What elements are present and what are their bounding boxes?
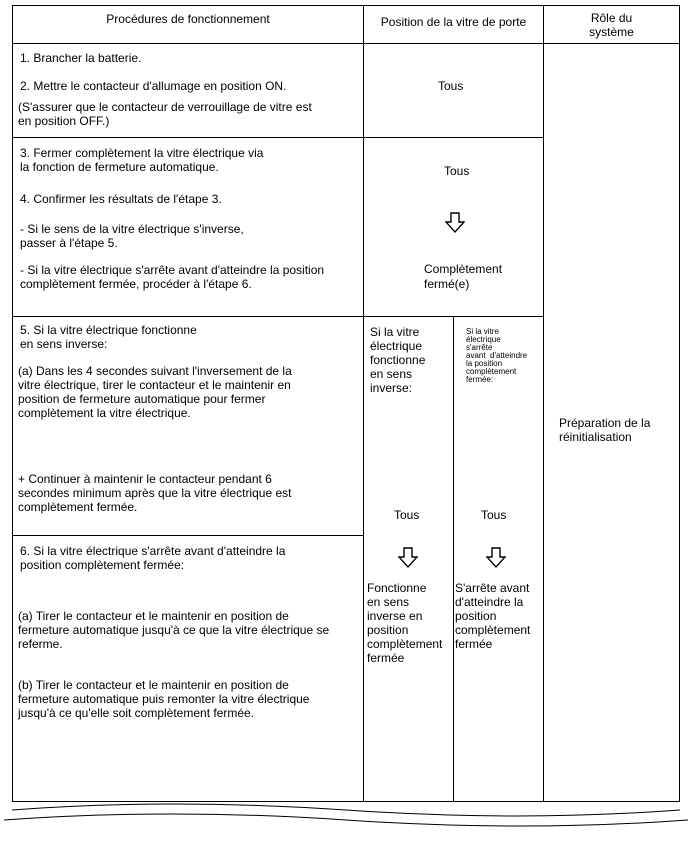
header-role-line2: système xyxy=(589,25,634,39)
step-2-note-line1: (S'assurer que le contacteur de verrouillage de vitre est xyxy=(18,100,312,114)
step-5-line2: en sens inverse: xyxy=(20,337,108,351)
subcol-right-to-5: fermée xyxy=(455,637,493,651)
step-6-line1: 6. Si la vitre électrique s'arrête avant d'atteindre la xyxy=(20,544,286,558)
subcol-left-to-1: Fonctionne xyxy=(367,581,427,595)
table-border-left xyxy=(12,5,13,802)
step-5-line1: 5. Si la vitre électrique fonctionne xyxy=(20,323,197,337)
step-6a-line1: (a) Tirer le contacteur et le maintenir en position de xyxy=(18,609,289,623)
subcolumn-divider xyxy=(453,316,454,802)
subcol-left-to-4: position xyxy=(367,623,409,637)
step-3-line2: la fonction de fermeture automatique. xyxy=(20,160,219,174)
subcol-left-to-6: fermée xyxy=(367,651,405,665)
case-2-line1: - Si la vitre électrique s'arrête avant d'atteindre la position xyxy=(20,263,325,277)
subcol-left-head-4: en sens xyxy=(370,367,413,381)
down-arrow-icon xyxy=(486,547,506,569)
subcol-right-head-7: fermée: xyxy=(466,375,494,384)
step-5-plus-line2: secondes minimum après que la vitre électrique est xyxy=(18,486,292,500)
step-3-line1: 3. Fermer complètement la vitre électrique via xyxy=(20,146,264,160)
subcol-right-to-4: complètement xyxy=(455,623,531,637)
subcol-right-to-2: d'atteindre la xyxy=(455,595,524,609)
step-5a-line4: complètement la vitre électrique. xyxy=(18,406,191,420)
step-2-note-line2: en position OFF.) xyxy=(18,114,110,128)
table-border-right xyxy=(679,5,680,802)
subcol-right-from: Tous xyxy=(481,508,507,522)
subcol-left-head-2: électrique xyxy=(370,339,423,353)
subcol-left-head-1: Si la vitre xyxy=(370,325,420,339)
row-divider-1 xyxy=(12,137,544,138)
step-5-plus-line1: + Continuer à maintenir le contacteur pendant 6 xyxy=(18,472,272,486)
header-procedures: Procédures de fonctionnement xyxy=(106,12,270,26)
step-6-line2: position complètement fermée: xyxy=(20,558,185,572)
step-1: 1. Brancher la batterie. xyxy=(20,51,142,65)
case-2-line2: complètement fermée, procéder à l'étape 6. xyxy=(20,277,252,291)
header-divider xyxy=(12,43,680,44)
step-5-plus-line3: complètement fermée. xyxy=(18,500,138,514)
subcol-right-head-2: électrique xyxy=(466,335,501,344)
wavy-break-line xyxy=(0,798,688,848)
subcol-left-head-5: inverse: xyxy=(370,381,413,395)
step-6b-line1: (b) Tirer le contacteur et le maintenir en position de xyxy=(18,678,289,692)
subcol-left-to-5: complètement xyxy=(367,637,443,651)
row-divider-3 xyxy=(12,535,364,536)
table-border-top xyxy=(12,5,680,6)
down-arrow-icon xyxy=(398,547,418,569)
subcol-right-head-6: complètement xyxy=(466,367,517,376)
row2-position-to-line1: Complètement xyxy=(424,262,503,276)
subcol-left-to-3: inverse en xyxy=(367,609,423,623)
row2-position-from: Tous xyxy=(444,164,470,178)
subcol-right-head-4: avant d'atteindre xyxy=(466,351,528,360)
subcol-right-head-5: la position xyxy=(466,359,503,368)
subcol-left-from: Tous xyxy=(394,508,420,522)
role-line2: réinitialisation xyxy=(559,430,632,444)
down-arrow-icon xyxy=(445,212,465,234)
step-6b-line2: fermeture automatique puis remonter la vitre électrique xyxy=(18,692,310,706)
header-position: Position de la vitre de porte xyxy=(380,15,527,29)
subcol-left-to-2: en sens xyxy=(367,595,410,609)
subcol-right-to-1: S'arrête avant xyxy=(455,581,530,595)
step-5a-line3: position de fermeture automatique pour fermer xyxy=(18,392,266,406)
subcol-right-head-1: Si la vitre xyxy=(466,327,499,336)
step-6a-line3: referme. xyxy=(18,637,63,651)
column-divider-1 xyxy=(363,5,364,802)
step-4: 4. Confirmer les résultats de l'étape 3. xyxy=(20,192,222,206)
case-1-line2: passer à l'étape 5. xyxy=(20,236,118,250)
subcol-right-to-3: position xyxy=(455,609,497,623)
subcol-right-head-3: s'arrête xyxy=(466,343,493,352)
step-2: 2. Mettre le contacteur d'allumage en position ON. xyxy=(20,79,287,93)
step-6b-line3: jusqu'à ce qu'elle soit complètement fermée. xyxy=(18,706,255,720)
row-divider-2 xyxy=(12,316,544,317)
step-6a-line2: fermeture automatique jusqu'à ce que la vitre électrique se xyxy=(18,623,330,637)
row2-position-to-line2: fermé(e) xyxy=(424,277,470,291)
column-divider-2 xyxy=(543,5,544,802)
subcol-left-head-3: fonctionne xyxy=(370,353,426,367)
row1-position: Tous xyxy=(438,79,464,93)
step-5a-line2: vitre électrique, tirer le contacteur et le maintenir en xyxy=(18,378,291,392)
case-1-line1: - Si le sens de la vitre électrique s'inverse, xyxy=(20,222,244,236)
header-role-line1: Rôle du xyxy=(590,11,633,25)
role-line1: Préparation de la xyxy=(559,416,651,430)
step-5a-line1: (a) Dans les 4 secondes suivant l'inversement de la xyxy=(18,364,292,378)
